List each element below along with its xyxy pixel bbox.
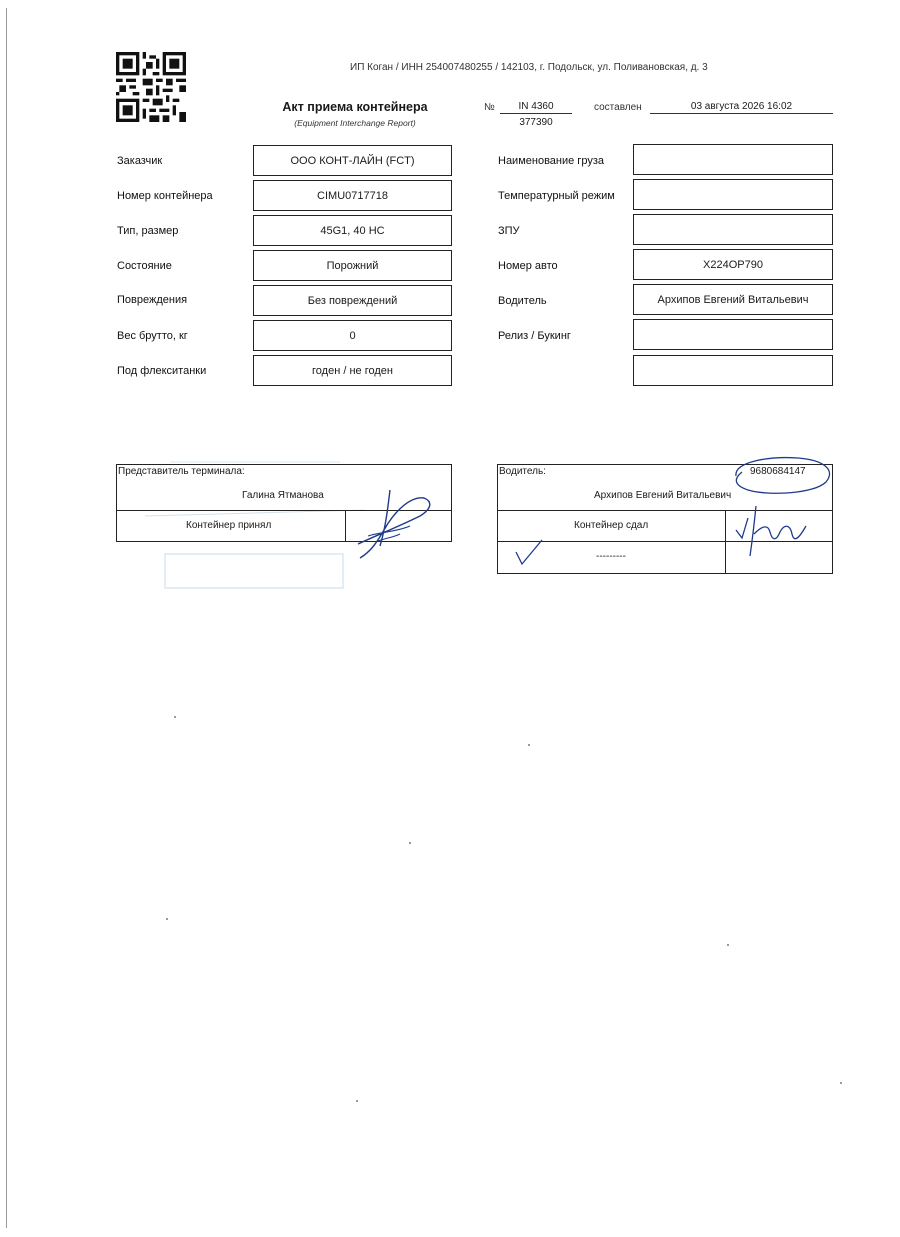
field-value-customer: ООО КОНТ-ЛАЙН (FCT) (253, 145, 452, 176)
document-title: Акт приема контейнера (282, 100, 428, 114)
terminal-block-vdivider (345, 510, 346, 542)
field-label-seal: ЗПУ (498, 225, 520, 237)
field-value-driver: Архипов Евгений Витальевич (633, 284, 833, 315)
scan-speck (727, 944, 729, 946)
field-value-cargo-name (633, 144, 833, 175)
driver-block-vdivider (725, 510, 726, 574)
phone-circle-mark (728, 452, 838, 498)
field-label-gross-weight: Вес брутто, кг (117, 330, 188, 342)
field-value-condition: Порожний (253, 250, 452, 281)
driver-signature-icon (732, 496, 812, 562)
qr-code (116, 52, 186, 122)
terminal-signature-icon (350, 486, 440, 564)
field-label-container-number: Номер контейнера (117, 190, 213, 202)
field-label-temperature: Температурный режим (498, 190, 615, 202)
field-label-condition: Состояние (117, 260, 172, 272)
scan-speck (528, 744, 530, 746)
driver-dashes: --------- (596, 551, 626, 562)
field-label-damage: Повреждения (117, 294, 188, 306)
document-number: IN 4360 (500, 101, 572, 114)
scan-speck (356, 1100, 358, 1102)
terminal-rep-name: Галина Ятманова (242, 490, 324, 501)
scan-speck (166, 918, 168, 920)
field-value-seal (633, 214, 833, 245)
field-label-type-size: Тип, размер (117, 225, 179, 237)
field-label-driver: Водитель (498, 295, 547, 307)
field-value-container-number: CIMU0717718 (253, 180, 452, 211)
composed-date: 03 августа 2026 16:02 (650, 101, 833, 114)
org-details: ИП Коган / ИНН 254007480255 / 142103, г. Подольск, ул. Поливановская, д. 3 (350, 62, 708, 73)
scan-speck (409, 842, 411, 844)
page-edge (6, 8, 7, 1228)
document-subtitle: (Equipment Interchange Report) (294, 118, 416, 128)
field-label-cargo-name: Наименование груза (498, 155, 604, 167)
field-value-temperature (633, 179, 833, 210)
driver-heading: Водитель: (499, 466, 546, 477)
driver-phone: 9680684147 (750, 466, 806, 477)
field-label-release-booking: Релиз / Букинг (498, 330, 571, 342)
field-value-release-booking (633, 319, 833, 350)
terminal-heading: Представитель терминала: (118, 466, 245, 477)
document-subnumber: 377390 (519, 117, 553, 128)
field-value-type-size: 45G1, 40 HC (253, 215, 452, 246)
field-label-vehicle-number: Номер авто (498, 260, 558, 272)
field-value-extra (633, 355, 833, 386)
scan-speck (174, 716, 176, 718)
field-value-flexitank: годен / не годен (253, 355, 452, 386)
scan-speck (840, 1082, 842, 1084)
check-mark-icon (512, 536, 546, 568)
number-label: № (484, 102, 495, 113)
terminal-action: Контейнер принял (186, 520, 272, 531)
field-value-gross-weight: 0 (253, 320, 452, 351)
field-value-damage: Без повреждений (253, 285, 452, 316)
field-label-customer: Заказчик (117, 155, 163, 167)
field-value-vehicle-number: X224OP790 (633, 249, 833, 280)
composed-label: составлен (594, 102, 642, 113)
driver-action: Контейнер сдал (574, 520, 649, 531)
driver-name: Архипов Евгений Витальевич (594, 490, 732, 501)
field-label-flexitank: Под флекситанки (117, 365, 207, 377)
